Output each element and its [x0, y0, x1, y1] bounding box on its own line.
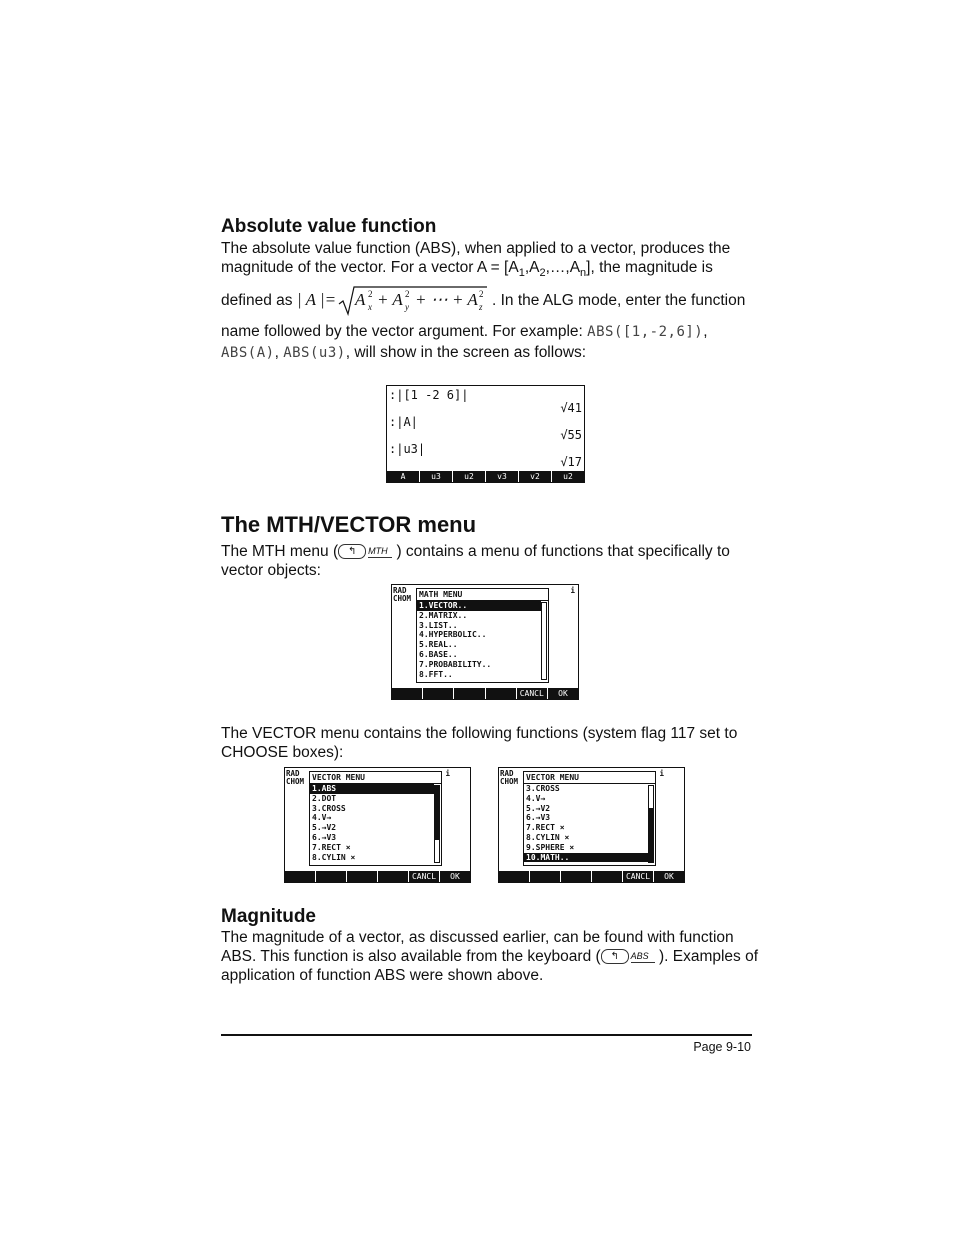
text: ,: [274, 344, 279, 361]
softkey[interactable]: [392, 688, 423, 699]
calculator-screen-abs: [386, 385, 585, 483]
choose-box: [309, 771, 442, 866]
text: ). Examples of: [658, 948, 759, 965]
text: ,…,A: [545, 259, 581, 276]
status-flag: CHOM: [500, 777, 519, 786]
menu-title: MATH MENU: [417, 589, 548, 601]
left-shift-key-icon: ↰: [338, 544, 366, 559]
softkey[interactable]: [285, 871, 316, 882]
text: ) contains a menu of functions that specifically to: [396, 543, 730, 560]
page-number: Page 9-10: [693, 1040, 751, 1054]
menu-item[interactable]: 10.MATH..: [524, 853, 648, 863]
para-mag-line3: application of function ABS were shown above.: [221, 967, 544, 984]
menu-item[interactable]: 7.PROBABILITY..: [419, 659, 492, 669]
calculator-screen-vector-menu-2: [498, 767, 685, 883]
formula-term-x: A: [355, 290, 366, 309]
softkey[interactable]: [561, 871, 592, 882]
text: ,A: [524, 259, 540, 276]
softkey-bar: [392, 688, 578, 699]
softkey[interactable]: [454, 688, 485, 699]
sub: 1: [518, 267, 525, 280]
para-vector-line2: CHOOSE boxes):: [221, 744, 344, 761]
softkey[interactable]: [423, 688, 454, 699]
formula-lhs: | A |=: [297, 290, 337, 309]
screen-input-line: :|[1 -2 6]|: [389, 388, 469, 402]
softkey-cancel[interactable]: CANCL: [517, 688, 548, 699]
info-icon: i: [570, 586, 575, 595]
menu-title: VECTOR MENU: [524, 772, 655, 784]
menu-item[interactable]: 4.V→: [526, 793, 546, 803]
scrollbar[interactable]: [541, 602, 547, 680]
menu-item[interactable]: 5.REAL..: [419, 640, 458, 650]
menu-item[interactable]: 2.DOT: [312, 793, 337, 803]
para-abs-line1: The absolute value function (ABS), when applied to a vector, produces the: [221, 240, 731, 257]
info-icon: i: [659, 769, 664, 778]
heading-magnitude: Magnitude: [221, 906, 316, 927]
formula-sup: 2: [405, 289, 410, 299]
menu-item[interactable]: 5.→V2: [526, 803, 551, 813]
left-shift-key-icon: ↰: [601, 949, 629, 964]
para-abs-line2: [221, 258, 713, 283]
softkey-bar: [387, 471, 584, 482]
magnitude-formula: [297, 284, 489, 318]
formula-sup: 2: [479, 289, 484, 299]
formula-sup: 2: [368, 289, 373, 299]
menu-item[interactable]: 7.RECT ×: [312, 842, 351, 852]
para-mth-line1: [221, 542, 730, 561]
menu-item[interactable]: 3.CROSS: [526, 784, 560, 793]
heading-mth-vector: The MTH/VECTOR menu: [221, 512, 477, 537]
formula-sub-z: z: [479, 302, 483, 312]
softkey-ok[interactable]: OK: [450, 872, 460, 881]
screen-result-line: √55: [560, 428, 582, 442]
para-vector-line1: The VECTOR menu contains the following functions (system flag 117 set to: [221, 725, 738, 742]
softkey[interactable]: [592, 871, 623, 882]
formula-term-z: + ⋯ + A: [415, 290, 478, 309]
text: The MTH menu (: [221, 543, 339, 560]
scrollbar[interactable]: [434, 785, 440, 863]
alg-mode-text: . In the ALG mode, enter the function: [492, 292, 746, 309]
softkey[interactable]: u2: [563, 472, 573, 481]
sub: n: [580, 267, 587, 280]
softkey[interactable]: [499, 871, 530, 882]
menu-item[interactable]: 7.RECT ×: [526, 823, 565, 833]
example-code-2: ABS(A): [221, 345, 275, 361]
menu-item[interactable]: 8.CYLIN ×: [526, 832, 570, 842]
screen-result-line: √17: [560, 455, 582, 469]
example-code-1: ABS([1,-2,6]): [587, 324, 704, 340]
menu-item[interactable]: 4.HYPERBOLIC..: [419, 630, 487, 640]
calculator-screen-vector-menu-1: [284, 767, 471, 883]
softkey-ok[interactable]: OK: [664, 872, 674, 881]
choose-box: [523, 771, 656, 866]
para-example-line2: [221, 343, 586, 363]
softkey[interactable]: [486, 688, 517, 699]
screen-input-line: :|A|: [389, 415, 418, 429]
softkey-cancel[interactable]: CANCL: [623, 871, 654, 882]
info-icon: i: [445, 769, 450, 778]
menu-item[interactable]: 5.→V2: [312, 823, 337, 833]
defined-as-label: defined as: [221, 292, 293, 309]
screen-input-line: :|u3|: [389, 442, 426, 456]
menu-title: VECTOR MENU: [310, 772, 441, 784]
softkey-bar: [499, 871, 684, 882]
menu-item[interactable]: 1.ABS: [310, 784, 434, 794]
menu-item[interactable]: 8.FFT..: [419, 669, 453, 679]
menu-item[interactable]: 6.BASE..: [419, 649, 458, 659]
text: ], the magnitude is: [586, 259, 713, 276]
heading-absolute-value: Absolute value function: [221, 216, 437, 237]
menu-item[interactable]: 1.VECTOR..: [417, 601, 541, 611]
softkey[interactable]: A: [387, 471, 420, 482]
softkey[interactable]: u2: [453, 471, 486, 482]
softkey[interactable]: v2: [519, 471, 552, 482]
formula-sub-y: y: [405, 302, 409, 312]
status-flag: CHOM: [286, 777, 305, 786]
formula-sub-x: x: [368, 302, 372, 312]
scroll-thumb[interactable]: [435, 786, 439, 840]
para-mth-line2: vector objects:: [221, 562, 321, 579]
screen-result-line: √41: [560, 401, 582, 415]
para-mag-line1: The magnitude of a vector, as discussed earlier, can be found with function: [221, 929, 734, 946]
softkey-cancel[interactable]: CANCL: [409, 871, 440, 882]
abs-key-label: ABS: [631, 951, 655, 963]
status-flag: RAD: [500, 769, 514, 778]
example-code-3: ABS(u3): [283, 345, 346, 361]
text: ,: [703, 323, 708, 340]
text: magnitude of the vector. For a vector A = [A: [221, 259, 519, 276]
menu-item[interactable]: 9.SPHERE ×: [526, 842, 575, 852]
menu-item[interactable]: 3.LIST..: [419, 620, 458, 630]
text: , will show in the screen as follows:: [345, 344, 587, 361]
mth-key-label: MTH: [368, 546, 392, 558]
text: ABS. This function is also available from the keyboard (: [221, 948, 601, 965]
menu-item[interactable]: 2.MATRIX..: [419, 610, 468, 620]
softkey[interactable]: [378, 871, 409, 882]
calculator-screen-math-menu: [391, 584, 579, 700]
softkey-bar: [285, 871, 470, 882]
choose-box: [416, 588, 549, 683]
status-flag: RAD: [286, 769, 300, 778]
softkey[interactable]: u3: [420, 471, 453, 482]
formula-term-y: + A: [377, 290, 403, 309]
menu-item[interactable]: 6.→V3: [312, 832, 337, 842]
sub: 2: [539, 267, 546, 280]
para-example-line1: [221, 322, 708, 342]
status-flag: RAD: [393, 586, 407, 595]
softkey[interactable]: v3: [486, 471, 519, 482]
status-flag: CHOM: [393, 594, 412, 603]
footer-rule: [221, 1034, 752, 1036]
softkey[interactable]: [316, 871, 347, 882]
menu-item[interactable]: 8.CYLIN ×: [312, 852, 356, 862]
para-mag-line2: [221, 947, 758, 966]
text: name followed by the vector argument. For example:: [221, 323, 583, 340]
scroll-thumb[interactable]: [542, 603, 546, 679]
softkey-ok[interactable]: OK: [558, 689, 568, 698]
softkey[interactable]: [530, 871, 561, 882]
scrollbar[interactable]: [648, 785, 654, 863]
scroll-thumb[interactable]: [649, 808, 653, 862]
menu-item[interactable]: 4.V→: [312, 813, 332, 823]
menu-item[interactable]: 6.→V3: [526, 813, 551, 823]
menu-item[interactable]: 3.CROSS: [312, 803, 346, 813]
softkey[interactable]: [347, 871, 378, 882]
